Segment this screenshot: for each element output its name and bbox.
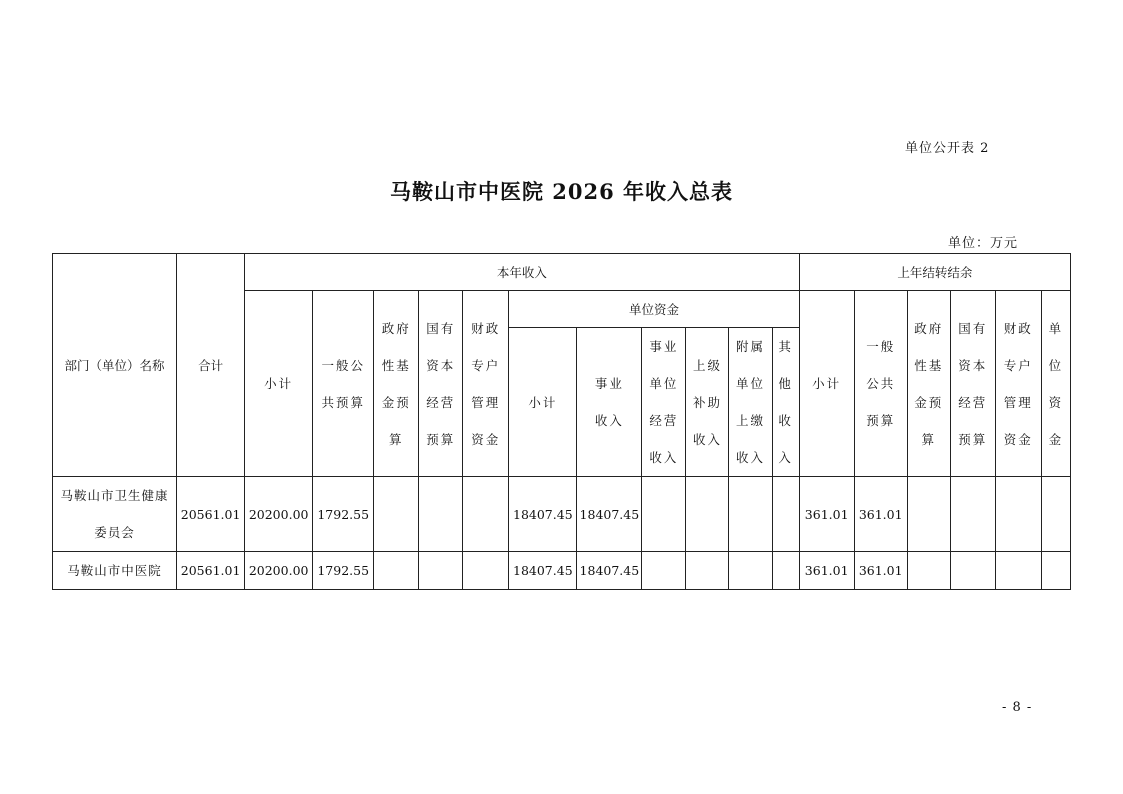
header-ly-fiscal-special-funds: 财政 专户 管理 资金 — [995, 291, 1041, 477]
table-row — [53, 552, 1071, 590]
header-ly-gov-fund-budget: 政府 性基 金预 算 — [907, 291, 950, 477]
header-uf-subtotal: 小计 — [509, 328, 577, 477]
row-ly-general-budget: 361.01 — [854, 477, 907, 552]
row-ly-subtotal: 361.01 — [799, 552, 854, 590]
row-uf-affiliated-income — [729, 477, 772, 552]
row-cy-gov-fund-budget — [374, 552, 419, 590]
row-uf-superior-subsidy — [686, 477, 729, 552]
row-ly-general-budget: 361.01 — [854, 552, 907, 590]
row-ly-fiscal-special-funds — [995, 477, 1041, 552]
row-ly-fiscal-special-funds — [995, 552, 1041, 590]
header-ly-general-budget: 一般 公共 预算 — [854, 291, 907, 477]
row-cy-fiscal-special-funds — [463, 552, 509, 590]
row-uf-subtotal: 18407.45 — [509, 552, 577, 590]
row-total: 20561.01 — [177, 552, 245, 590]
unit-label: 单位：万元 — [948, 236, 1019, 251]
row-uf-operation-income — [642, 477, 686, 552]
row-ly-subtotal: 361.01 — [799, 477, 854, 552]
header-unit-funds: 单位资金 — [509, 291, 799, 328]
row-uf-business-income: 18407.45 — [577, 477, 642, 552]
row-ly-state-capital-budget — [950, 477, 995, 552]
page-number: - 8 - — [1002, 700, 1033, 715]
row-cy-state-capital-budget — [419, 477, 463, 552]
row-dept-name: 马鞍山市中医院 — [53, 552, 177, 590]
row-uf-other-income — [772, 552, 799, 590]
header-uf-superior-subsidy: 上级 补助 收入 — [686, 328, 729, 477]
row-cy-state-capital-budget — [419, 552, 463, 590]
row-total: 20561.01 — [177, 477, 245, 552]
header-cy-gov-fund-budget: 政府 性基 金预 算 — [374, 291, 419, 477]
header-cy-subtotal: 小计 — [245, 291, 313, 477]
row-cy-general-budget: 1792.55 — [313, 477, 374, 552]
header-ly-state-capital-budget: 国有 资本 经营 预算 — [950, 291, 995, 477]
row-ly-unit-funds — [1041, 477, 1070, 552]
header-total: 合计 — [177, 254, 245, 477]
row-uf-other-income — [772, 477, 799, 552]
header-uf-other-income: 其 他 收 入 — [772, 328, 799, 477]
income-summary-table — [52, 253, 1071, 590]
table-row — [53, 477, 1071, 552]
row-cy-general-budget: 1792.55 — [313, 552, 374, 590]
row-dept-name: 马鞍山市卫生健康 委员会 — [53, 477, 177, 552]
row-uf-business-income: 18407.45 — [577, 552, 642, 590]
row-cy-gov-fund-budget — [374, 477, 419, 552]
row-uf-affiliated-income — [729, 552, 772, 590]
row-cy-subtotal: 20200.00 — [245, 552, 313, 590]
table-number-label: 单位公开表 2 — [905, 141, 990, 156]
row-uf-operation-income — [642, 552, 686, 590]
header-cy-state-capital-budget: 国有 资本 经营 预算 — [419, 291, 463, 477]
header-ly-unit-funds: 单 位 资 金 — [1041, 291, 1070, 477]
row-uf-superior-subsidy — [686, 552, 729, 590]
header-ly-subtotal: 小计 — [799, 291, 854, 477]
header-dept-name: 部门（单位）名称 — [53, 254, 177, 477]
header-current-year-income: 本年收入 — [245, 254, 800, 291]
header-last-year-carryover: 上年结转结余 — [799, 254, 1070, 291]
page-title: 马鞍山市中医院 2026 年收入总表 — [389, 179, 734, 204]
row-ly-gov-fund-budget — [907, 477, 950, 552]
header-uf-affiliated-income: 附属 单位 上缴 收入 — [729, 328, 772, 477]
row-cy-subtotal: 20200.00 — [245, 477, 313, 552]
header-uf-operation-income: 事业 单位 经营 收入 — [642, 328, 686, 477]
header-cy-fiscal-special-funds: 财政 专户 管理 资金 — [463, 291, 509, 477]
header-cy-general-budget: 一般公 共预算 — [313, 291, 374, 477]
header-uf-business-income: 事业 收入 — [577, 328, 642, 477]
row-uf-subtotal: 18407.45 — [509, 477, 577, 552]
row-ly-state-capital-budget — [950, 552, 995, 590]
row-cy-fiscal-special-funds — [463, 477, 509, 552]
row-ly-gov-fund-budget — [907, 552, 950, 590]
row-ly-unit-funds — [1041, 552, 1070, 590]
